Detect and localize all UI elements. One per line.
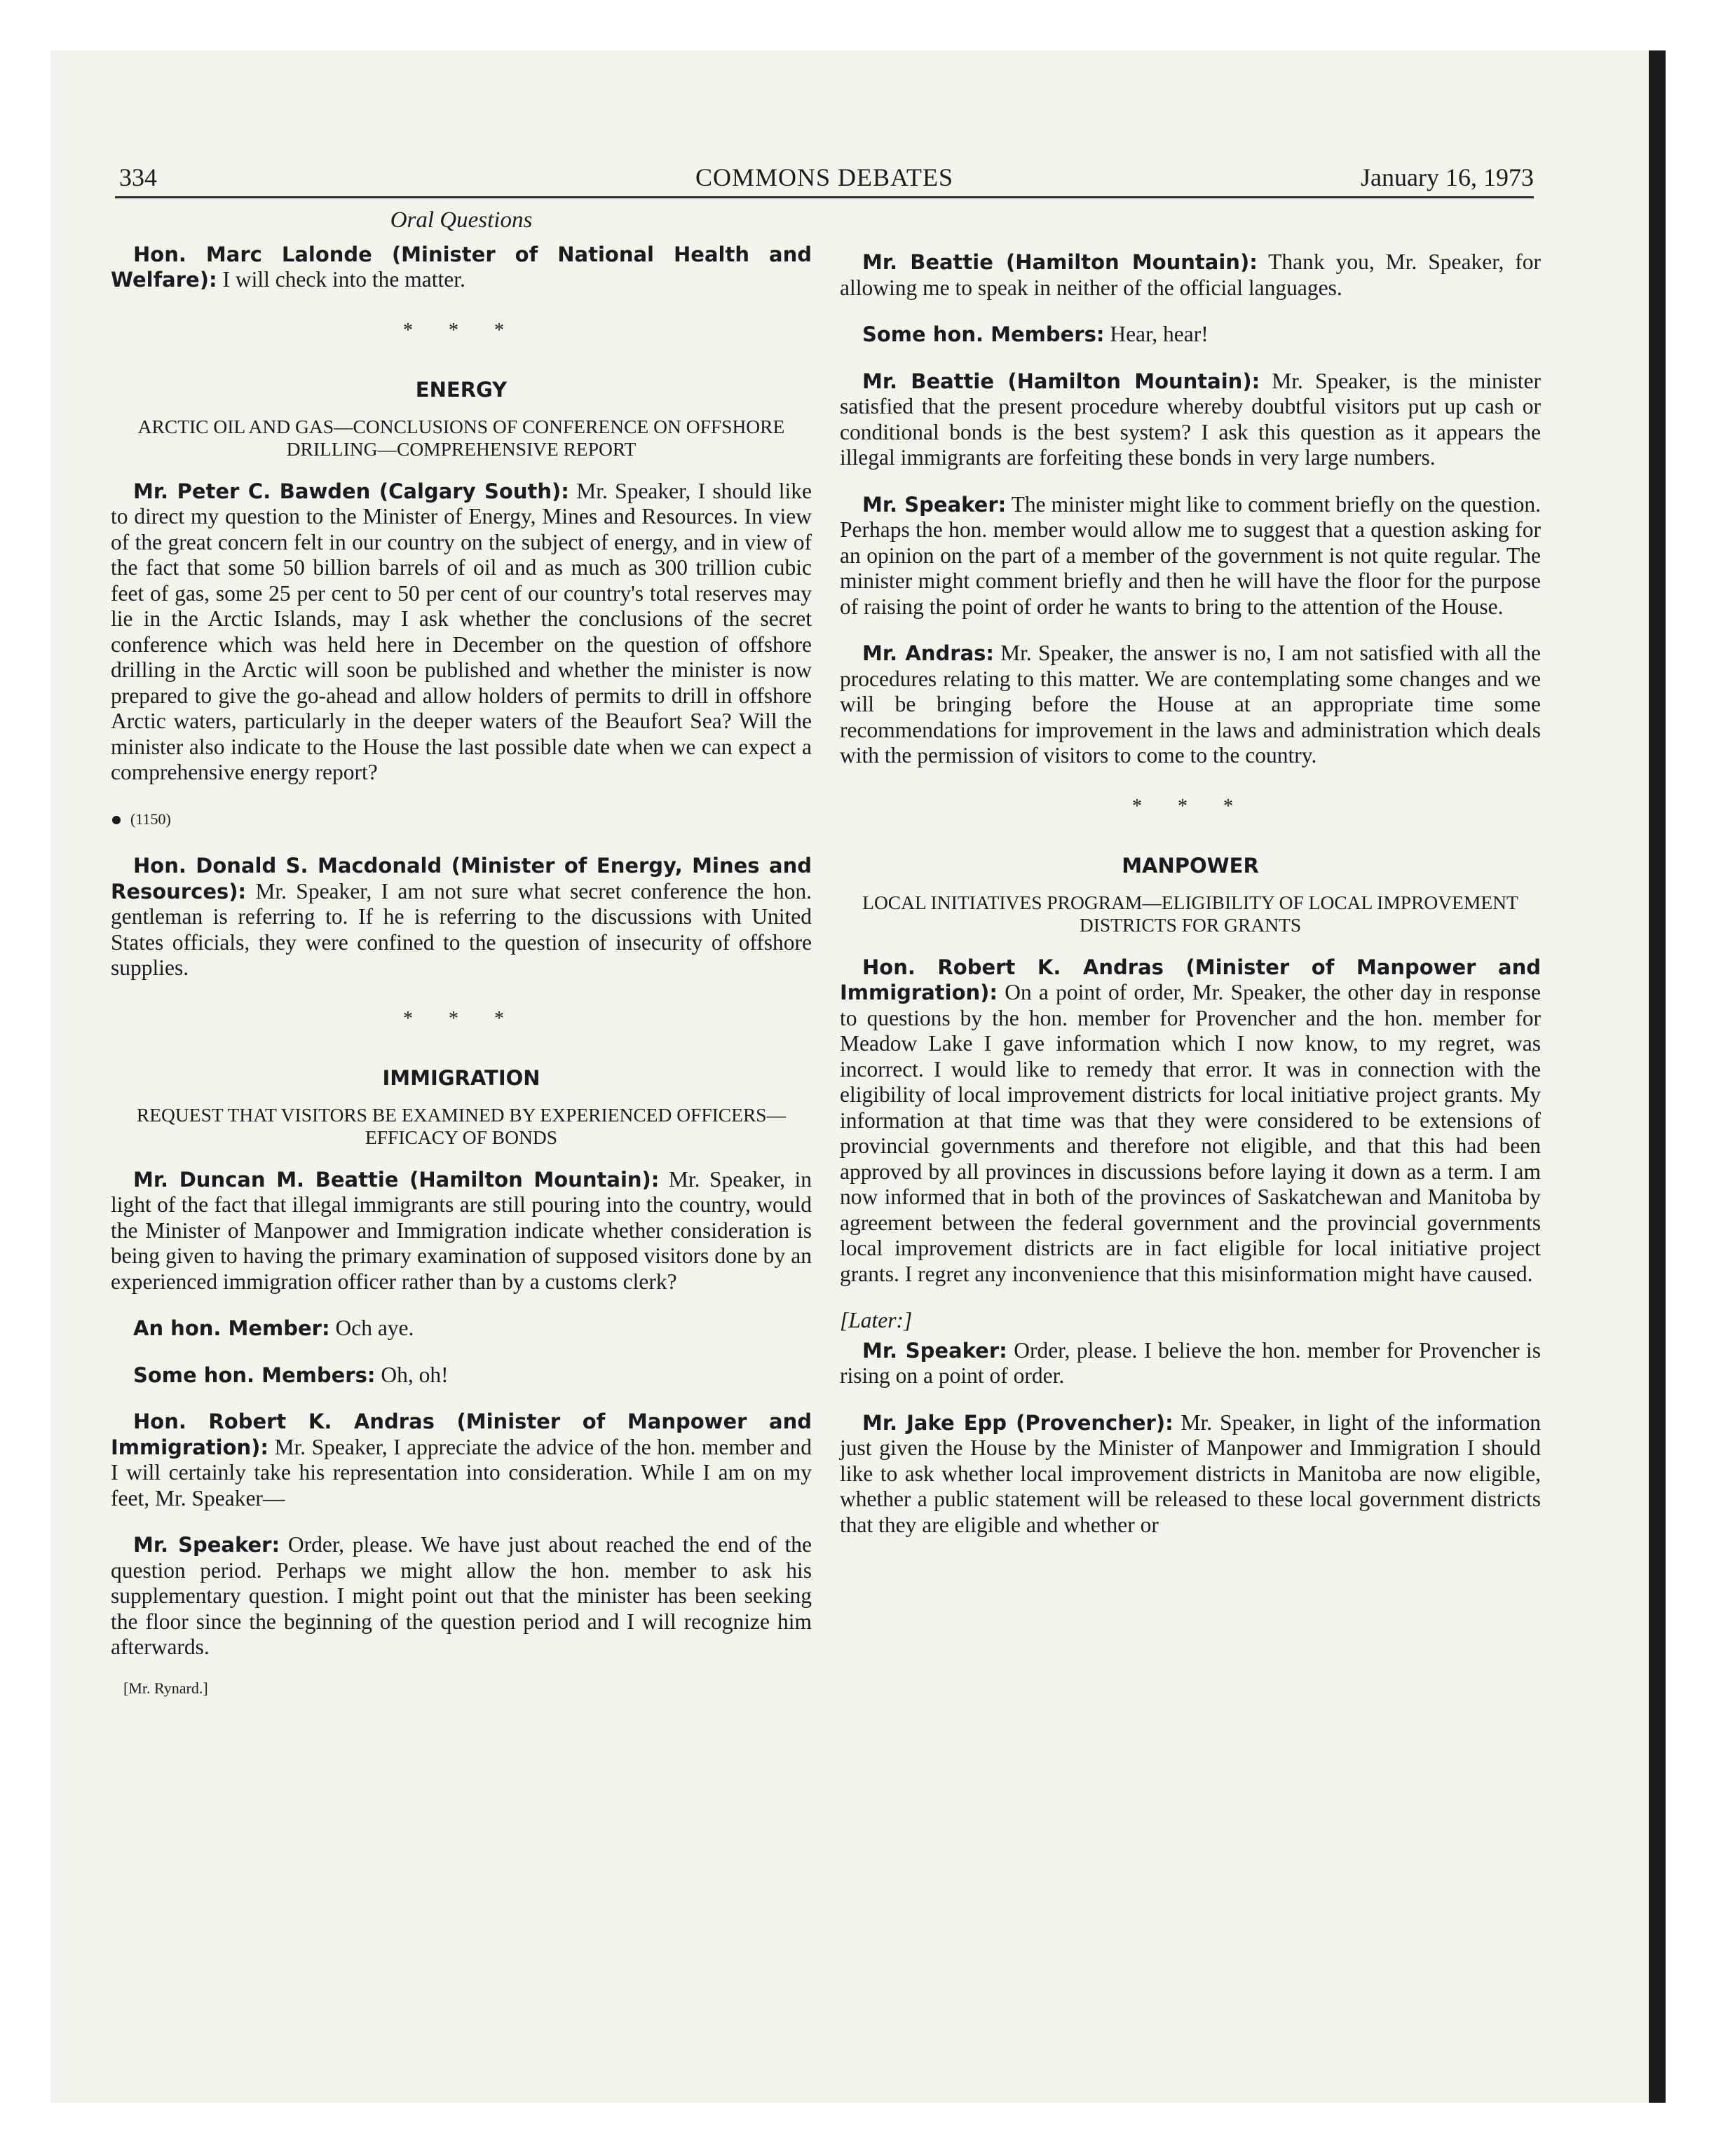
speaker-name: Mr. Peter C. Bawden (Calgary South): [133,479,569,503]
speech-text: Mr. Speaker, is the minister satisfied that the present procedure whereby doubtful visitors put up cash or conditional bonds is the best system? I ask this question as it appears the illegal immigrants are forfeiting these bonds in very large numbers. [840,368,1541,470]
topic-heading: LOCAL INITIATIVES PROGRAM—ELIGIBILITY OF LOCAL IMPROVEMENT DISTRICTS FOR GRANTS [862,891,1518,936]
speaker-name: Mr. Duncan M. Beattie (Hamilton Mountain): [133,1167,660,1192]
speaker-name: Mr. Jake Epp (Provencher): [862,1410,1173,1435]
speaker-name: Hon. Donald S. Macdonald (Minister of Energy, Mines and Resources): [111,854,812,903]
page-date: January 16, 1973 [1361,163,1534,191]
speaker-name: Mr. Andras: [862,641,994,665]
speech-text: Mr. Speaker, I should like to direct my question to the Minister of Energy, Mines and Resources. In view of the great concern felt in our country on the subject of energy, and in view of the fact that some 50 billion barrels of oil and as much as 300 trillion cubic feet of gas, some 25 per cent to 50 per cent of our country's total reserves may lie in the Arctic Islands, may I ask whether the conclusions of the secret conference which was held here in December on the question of offshore drilling in the Arctic will soon be published and whether the minister is now prepared to give the go-ahead and allow holders of permits to drill in offshore Arctic waters, particularly in the deeper waters of the Beaufort Sea? Will the minister also indicate to the House the last possible date when we can expect a comprehensive energy report? [111,478,812,784]
speech-text: On a point of order, Mr. Speaker, the other day in response to questions by the hon. member for Provencher and the hon. member for Meadow Lake I gave information which I now know, to my regret, was incorrect. I would like to remedy that error. It was in connection with the eligibility of local improvement districts for local initiative project grants. My information at that time was that they were considered to be extensions of provincial governments and therefore not eligible, and that this had been approved by all provinces in discussions before laying it down as a term. I am now informed that in both of the provinces of Saskatchewan and Manitoba by agreement between the federal government and the provincial governments local improvement districts are in fact eligible for local initiative project grants. I regret any inconvenience that this misinformation might have caused. [840,980,1541,1286]
speech-text: Oh, oh! [375,1362,449,1387]
paragraph [840,1410,1541,1538]
paragraph [840,1338,1541,1389]
page-number: 334 [119,163,157,191]
speaker-name: Some hon. Members: [133,1363,376,1387]
topic-heading: REQUEST THAT VISITORS BE EXAMINED BY EXPERIENCED OFFICERS—EFFICACY OF BONDS [136,1103,787,1148]
paragraph [840,250,1541,301]
paragraph [840,492,1541,620]
subject-heading: ENERGY [415,378,508,402]
speaker-name: An hon. Member: [133,1316,330,1340]
speech-text: Order, please. We have just about reached the end of the question period. Perhaps we might allow the hon. member to ask his supplementary question. I might point out that the minister has been seeking the floor since the beginning of the question period and I will recognize him afterwards. [111,1532,812,1659]
speech-text: Thank you, Mr. Speaker, for allowing me to speak in neither of the official languages. [840,250,1541,300]
speech-text: Order, please. I believe the hon. member for Provencher is rising on a point of order. [840,1337,1541,1388]
subject-heading: IMMIGRATION [382,1066,540,1090]
paragraph [111,853,812,981]
time-marker [112,807,812,833]
paragraph [840,955,1541,1288]
later-marker: [Later:] [840,1308,913,1332]
speech-text: Mr. Speaker, I appreciate the advice of the hon. member and I will certainly take his representation into consideration. While I am on my feet, Mr. Speaker— [111,1434,812,1510]
paragraph [111,1409,812,1511]
speech-text: Och aye. [329,1316,414,1340]
footnote: [Mr. Rynard.] [123,1679,208,1697]
section-label: Oral Questions [390,207,533,233]
section-divider: * * * [1132,795,1248,817]
paragraph [111,1363,812,1389]
section-divider: * * * [403,1007,519,1030]
speech-text: Hear, hear! [1104,322,1209,346]
speaker-name: Mr. Beattie (Hamilton Mountain): [862,369,1260,393]
speaker-name: Hon. Robert K. Andras (Minister of Manpower and Immigration): [111,1410,812,1459]
speaker-name: Hon. Robert K. Andras (Minister of Manpower and Immigration): [840,955,1541,1004]
paragraph [111,1316,812,1342]
speech-text: Mr. Speaker, in light of the information just given the House by the Minister of Manpower and Immigration I should like to ask whether local improvement districts in Manitoba are now eligible, whether a public statement will be released to these local government districts that they are eligible and whether or [840,1410,1541,1537]
time-marker-text: (1150) [130,810,171,828]
scan-edge-bar [1649,50,1666,2103]
paragraph [111,1167,812,1295]
left-column [111,207,812,1701]
speech-text: Mr. Speaker, I am not sure what secret conference the hon. gentleman is referring to. If he is referring to the discussions with United States officials, they were confined to the question of insecurity of offshore supplies. [111,878,812,980]
speaker-name: Hon. Marc Lalonde (Minister of National Health and Welfare): [111,242,812,292]
topic-heading: ARCTIC OIL AND GAS—CONCLUSIONS OF CONFERENCE ON OFFSHORE DRILLING—COMPREHENSIVE REPORT [137,415,785,460]
paragraph [840,641,1541,769]
speech-text: Mr. Speaker, the answer is no, I am not satisfied with all the procedures relating to this matter. We are contemplating some changes and we will be bringing before the House at an appropriate time some recommendations for improvement in the laws and administration which deals with the permission of visitors to come to the country. [840,641,1541,767]
speaker-name: Mr. Speaker: [862,1338,1007,1363]
speech-text: Mr. Speaker, in light of the fact that illegal immigrants are still pouring into the country, would the Minister of Manpower and Immigration indicate whether consideration is being given to having the primary examination of supposed visitors done by an experienced immigration officer rather than by a customs clerk? [111,1166,812,1294]
speaker-name: Mr. Beattie (Hamilton Mountain): [862,250,1258,274]
paragraph [840,369,1541,471]
speaker-name: Some hon. Members: [862,322,1105,346]
speech-text: The minister might like to comment briefly on the question. Perhaps the hon. member would allow me to suggest that a question asking for an opinion on the part of a member of the government is not quite regular. The minister might comment briefly and then he will have the floor for the purpose of raising the point of order he wants to bring to the attention of the House. [840,491,1541,619]
speaker-name: Mr. Speaker: [133,1533,280,1557]
publication-title: COMMONS DEBATES [695,163,954,191]
right-column [840,250,1541,1559]
bullet-icon [112,816,121,824]
page-header [115,161,1534,198]
speaker-name: Mr. Speaker: [862,492,1007,517]
paragraph [111,479,812,786]
paragraph [111,242,812,293]
speech-text: I will check into the matter. [217,267,465,292]
subject-heading: MANPOWER [1122,854,1259,878]
paragraph [111,1532,812,1660]
section-divider: * * * [403,319,519,341]
paragraph [840,322,1541,348]
